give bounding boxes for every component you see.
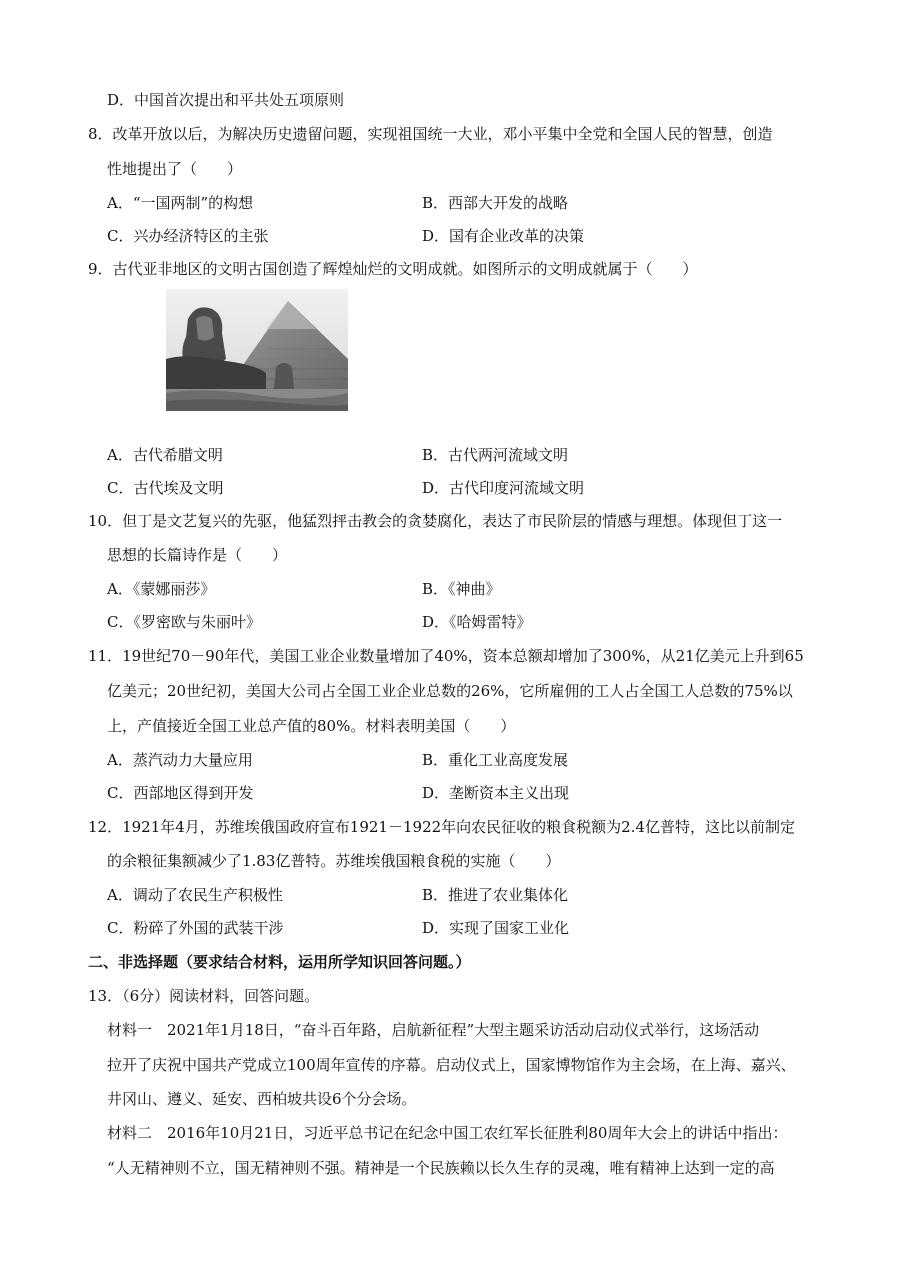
q8-stem-line1: 8．改革开放以后，为解决历史遗留问题，实现祖国统一大业，邓小平集中全党和全国人民的智慧，创造 [88, 125, 773, 143]
q7-option-d: D．中国首次提出和平共处五项原则 [107, 91, 345, 109]
q10-stem-line1: 10．但丁是文艺复兴的先驱，他猛烈抨击教会的贪婪腐化，表达了市民阶层的情感与理想。体现但丁这一 [88, 512, 783, 530]
q8-option-d[interactable]: D．国有企业改革的决策 [422, 227, 585, 245]
q11-option-d[interactable]: D．垄断资本主义出现 [422, 784, 570, 802]
q8-option-c[interactable]: C．兴办经济特区的主张 [107, 227, 269, 245]
q11-stem-line3: 上，产值接近全国工业总产值的80%。材料表明美国（ ） [107, 717, 516, 735]
q11-stem-line2: 亿美元；20世纪初，美国大公司占全国工业企业总数的26%，它所雇佣的工人占全国工人总数的75%以 [107, 682, 793, 700]
q13-material1-line2: 拉开了庆祝中国共产党成立100周年宣传的序幕。启动仪式上，国家博物馆作为主会场，在上海、嘉兴、 [107, 1056, 796, 1074]
q9-option-d[interactable]: D．古代印度河流域文明 [422, 479, 585, 497]
q12-stem-line1: 12．1921年4月，苏维埃俄国政府宣布1921－1922年向农民征收的粮食税额为2.4亿普特，这比以前制定 [88, 818, 796, 836]
q10-option-a[interactable]: A．《蒙娜丽莎》 [107, 580, 216, 598]
q13-material2-line1: 材料二 2016年10月21日，习近平总书记在纪念中国工农红军长征胜利80周年大会上的讲话中指出： [107, 1124, 788, 1142]
q10-option-c[interactable]: C．《罗密欧与朱丽叶》 [107, 613, 261, 631]
q13-material2-line2: “人无精神则不立，国无精神则不强。精神是一个民族赖以长久生存的灵魂，唯有精神上达到一定的高 [107, 1159, 775, 1177]
q13-material1-line1: 材料一 2021年1月18日，“奋斗百年路，启航新征程”大型主题采访活动启动仪式举行，这场活动 [107, 1021, 760, 1039]
q8-stem-line2: 性地提出了（ ） [107, 160, 243, 178]
q12-option-a[interactable]: A．调动了农民生产积极性 [107, 886, 283, 904]
q9-option-a[interactable]: A．古代希腊文明 [107, 446, 223, 464]
q11-stem-line1: 11．19世纪70－90年代，美国工业企业数量增加了40%，资本总额却增加了300%，从21亿美元上升到65 [88, 647, 804, 665]
q9-option-c[interactable]: C．古代埃及文明 [107, 479, 224, 497]
q12-option-b[interactable]: B．推进了农业集体化 [422, 886, 569, 904]
q13-stem: 13．（6分）阅读材料，回答问题。 [88, 987, 320, 1005]
q12-option-d[interactable]: D．实现了国家工业化 [422, 919, 570, 937]
sphinx-pyramid-photo [166, 289, 348, 411]
q11-option-a[interactable]: A．蒸汽动力大量应用 [107, 751, 253, 769]
q10-option-d[interactable]: D．《哈姆雷特》 [422, 613, 532, 631]
q11-option-b[interactable]: B．重化工业高度发展 [422, 751, 569, 769]
q13-material1-line3: 井冈山、遵义、延安、西柏坡共设6个分会场。 [107, 1090, 417, 1108]
q8-option-b[interactable]: B．西部大开发的战略 [422, 194, 569, 212]
q8-option-a[interactable]: A．“一国两制”的构想 [107, 194, 254, 212]
q11-option-c[interactable]: C．西部地区得到开发 [107, 784, 254, 802]
q10-option-b[interactable]: B．《神曲》 [422, 580, 501, 598]
q12-stem-line2: 的余粮征集额减少了1.83亿普特。苏维埃俄国粮食税的实施（ ） [107, 852, 561, 870]
q12-option-c[interactable]: C．粉碎了外国的武装干涉 [107, 919, 284, 937]
q9-option-b[interactable]: B．古代两河流域文明 [422, 446, 569, 464]
q10-stem-line2: 思想的长篇诗作是（ ） [107, 546, 288, 564]
q9-stem: 9．古代亚非地区的文明古国创造了辉煌灿烂的文明成就。如图所示的文明成就属于（ ） [88, 260, 698, 278]
section-heading: 二、非选择题（要求结合材料，运用所学知识回答问题。） [88, 953, 471, 971]
